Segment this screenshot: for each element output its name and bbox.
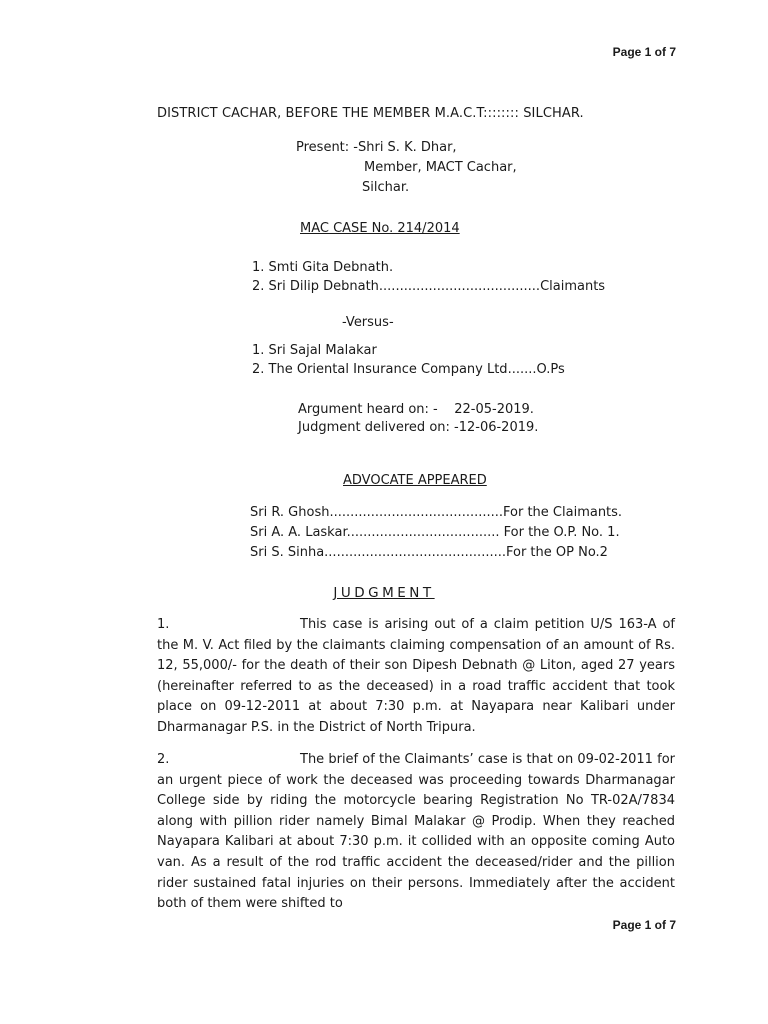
advocates-heading: ADVOCATE APPEARED — [343, 473, 487, 488]
paragraph-number: 2. — [157, 752, 170, 767]
page-number-top: Page 1 of 7 — [612, 45, 676, 59]
paragraph-number: 1. — [157, 617, 170, 632]
claimant-1: 1. Smti Gita Debnath. — [252, 260, 394, 275]
argument-date: Argument heard on: - 22-05-2019. — [298, 402, 534, 417]
advocate-line-3: Sri S. Sinha............................................For the OP No.2 — [250, 545, 608, 560]
advocate-line-1: Sri R. Ghosh..........................................For the Claimants. — [250, 505, 623, 520]
paragraph-2 — [157, 750, 675, 915]
advocate-line-2: Sri A. A. Laskar..................................... For the O.P. No. 1. — [250, 525, 620, 540]
present-line-2: Member, MACT Cachar, — [364, 160, 517, 175]
present-line-3: Silchar. — [362, 180, 410, 195]
present-line-1: Present: -Shri S. K. Dhar, — [296, 140, 457, 155]
opposite-party-1: 1. Sri Sajal Malakar — [252, 343, 377, 358]
opposite-party-2: 2. The Oriental Insurance Company Ltd.......O.Ps — [252, 362, 565, 377]
claimant-2: 2. Sri Dilip Debnath.......................................Claimants — [252, 279, 606, 294]
judgment-title: JUDGMENT — [333, 585, 435, 601]
court-heading: DISTRICT CACHAR, BEFORE THE MEMBER M.A.C.T:::::::: SILCHAR. — [157, 106, 584, 121]
paragraph-1 — [157, 615, 675, 739]
case-number: MAC CASE No. 214/2014 — [300, 221, 460, 236]
judgment-date: Judgment delivered on: -12-06-2019. — [298, 420, 539, 435]
versus-label: -Versus- — [342, 315, 394, 330]
page-number-bottom: Page 1 of 7 — [612, 918, 676, 932]
paragraph-text: The brief of the Claimants’ case is that on 09-02-2011 for an urgent piece of work the deceased was proceeding towards Dharmanagar College side by riding the motorcycle bearing Registration No TR-02A/7834 along with pillion rider namely Bimal Malakar @ Prodip. When they reached Nayapara Kalibari at about 7:30 p.m. it collided with an opposite coming Auto van. As a result of the rod traffic accident the deceased/rider and the pillion rider sustained fatal injuries on their persons. Immediately after the accident both of them were shifted to — [157, 752, 675, 912]
paragraph-text: This case is arising out of a claim petition U/S 163-A of the M. V. Act filed by the claimants claiming compensation of an amount of Rs. 12, 55,000/- for the death of their son Dipesh Debnath @ Liton, aged 27 years (hereinafter referred to as the deceased) in a road traffic accident that took place on 09-12-2011 at about 7:30 p.m. at Nayapara near Kalibari under Dharmanagar P.S. in the District of North Tripura. — [157, 617, 675, 735]
